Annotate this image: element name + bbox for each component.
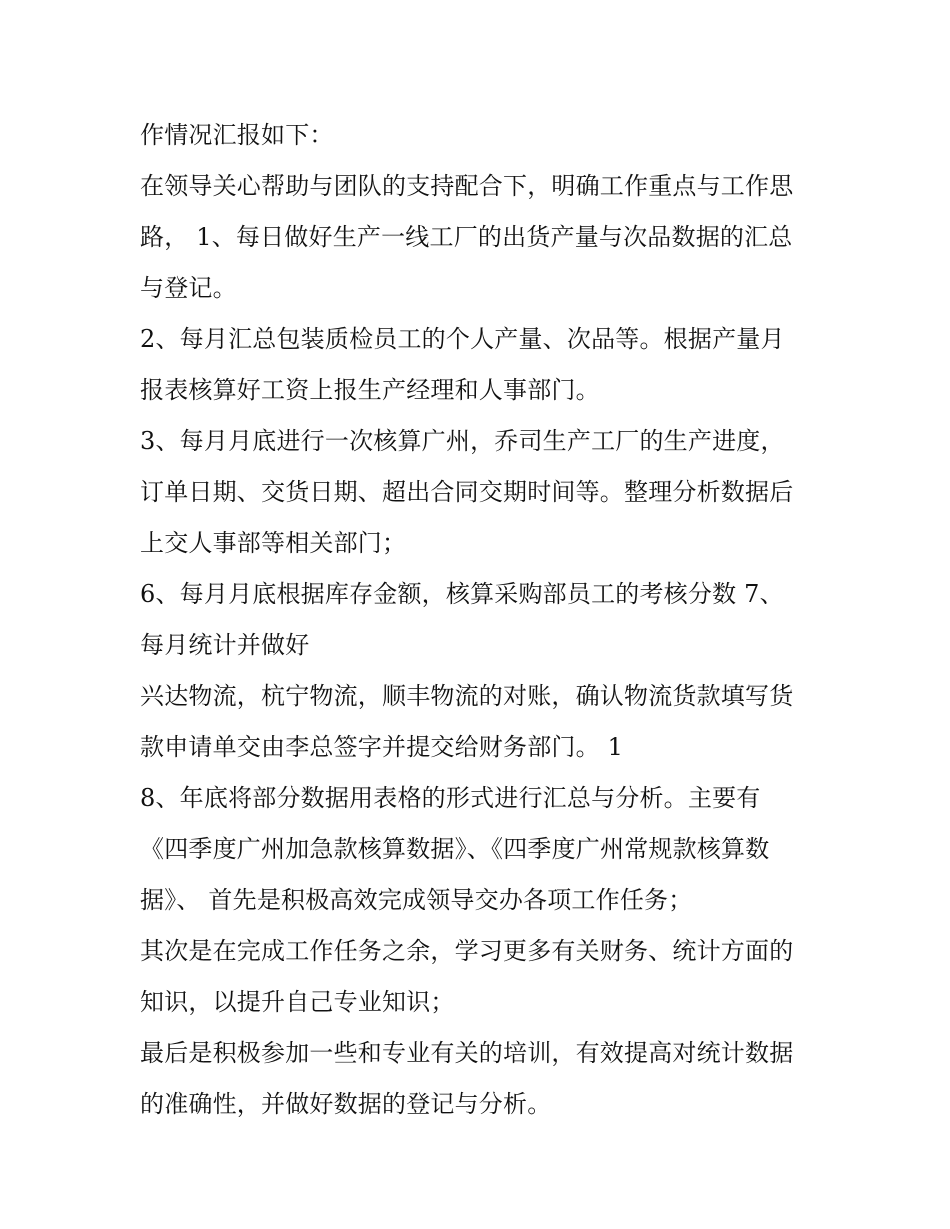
text-line-6: 报表核算好工资上报生产经理和人事部门。: [140, 376, 600, 404]
text-line-18: 知识，以提升自己专业知识；: [140, 988, 455, 1016]
text-line-10: 6、每月月底根据库存金额，核算采购部员工的考核分数 7、: [140, 580, 784, 608]
text-line-20: 的准确性，并做好数据的登记与分析。: [140, 1090, 552, 1118]
text-line-13: 款申请单交由李总签字并提交给财务部门。 1: [140, 733, 624, 761]
text-line-2: 在领导关心帮助与团队的支持配合下，明确工作重点与工作思: [140, 172, 794, 200]
text-line-7: 3、每月月底进行一次核算广州，乔司生产工厂的生产进度，: [140, 427, 785, 455]
document-body: [140, 110, 820, 1130]
text-line-3: 路， 1、每日做好生产一线工厂的出货产量与次品数据的汇总: [140, 223, 793, 251]
text-line-1: 作情况汇报如下：: [140, 121, 334, 149]
text-line-11: 每月统计并做好: [140, 631, 310, 659]
text-line-8: 订单日期、交货日期、超出合同交期时间等。整理分析数据后: [140, 478, 794, 506]
text-line-16: 据》、 首先是积极高效完成领导交办各项工作任务；: [140, 886, 693, 914]
text-line-5: 2、每月汇总包装质检员工的个人产量、次品等。根据产量月: [140, 325, 785, 353]
text-line-14: 8、年底将部分数据用表格的形式进行汇总与分析。主要有: [140, 784, 761, 812]
text-line-4: 与登记。: [140, 274, 237, 302]
text-line-17: 其次是在完成工作任务之余，学习更多有关财务、统计方面的: [140, 937, 794, 965]
text-line-19: 最后是积极参加一些和专业有关的培训，有效提高对统计数据: [140, 1039, 794, 1067]
text-line-15: 《四季度广州加急款核算数据》、《四季度广州常规款核算数: [140, 835, 770, 863]
text-line-9: 上交人事部等相关部门；: [140, 529, 407, 557]
text-line-12: 兴达物流，杭宁物流，顺丰物流的对账，确认物流货款填写货: [140, 682, 794, 710]
